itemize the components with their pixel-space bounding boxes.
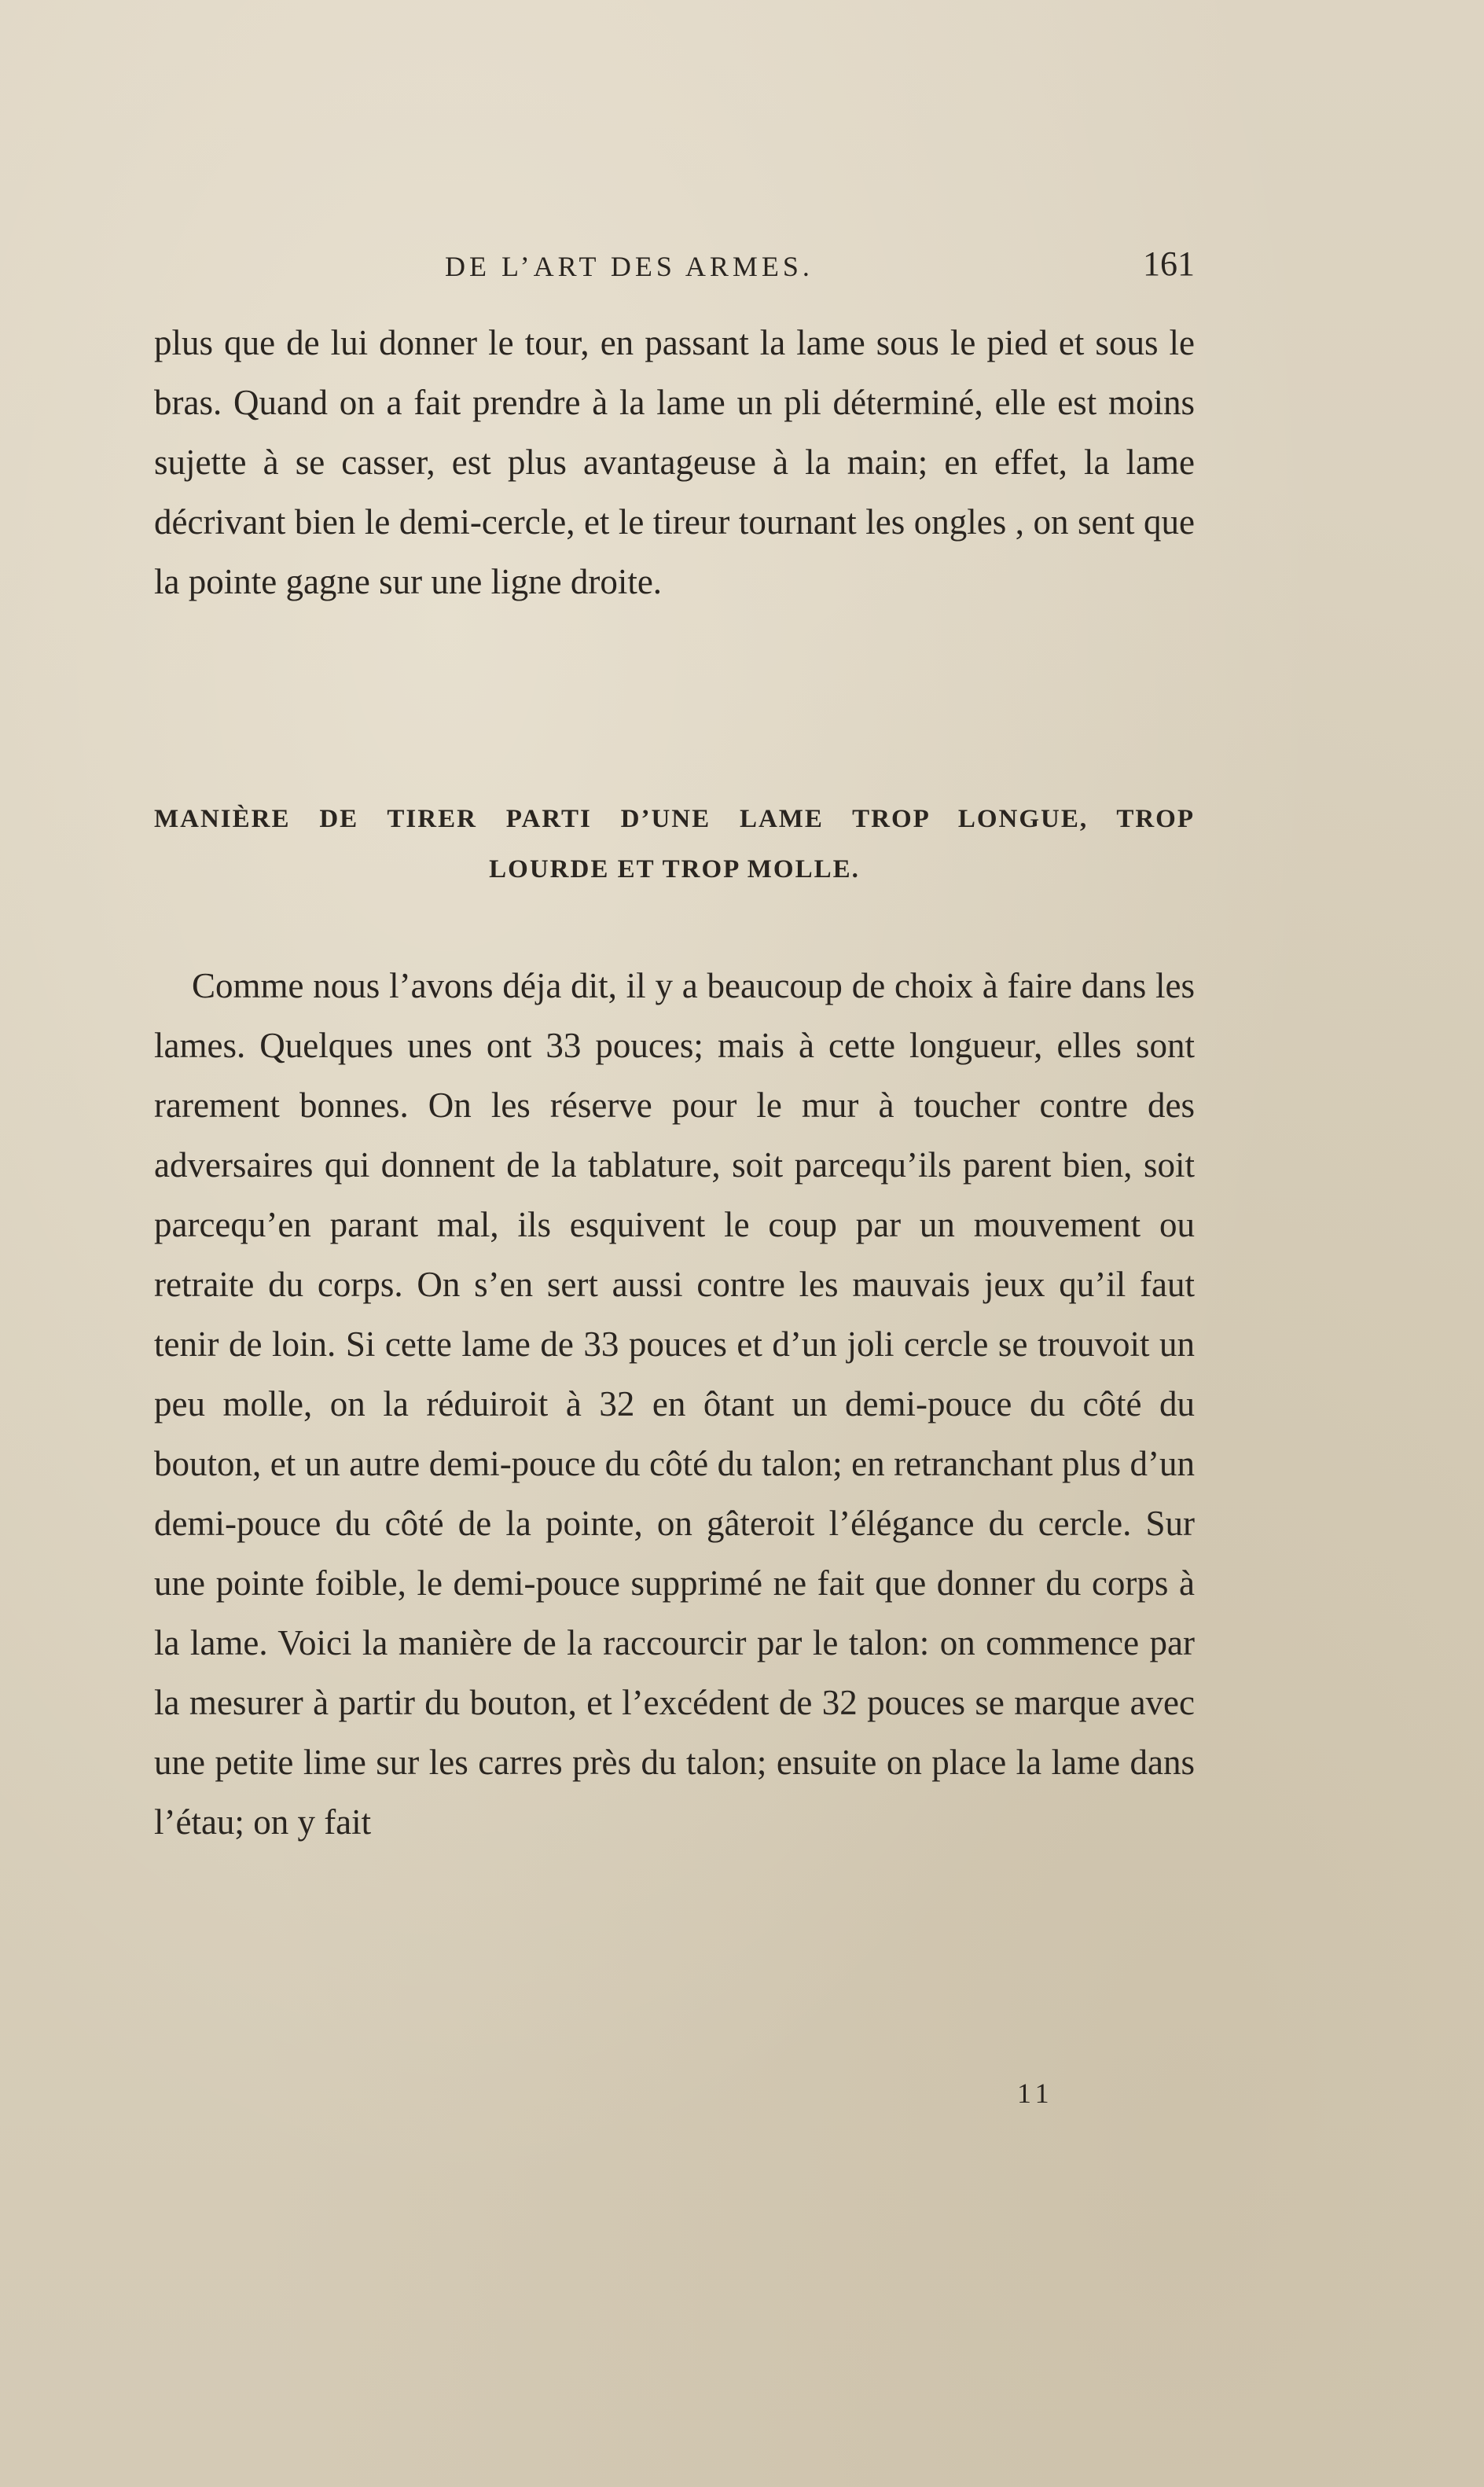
page-number: 161 xyxy=(1143,244,1195,283)
paragraph-main: Comme nous l’avons déja dit, il y a beaucoup de choix à faire dans les lames. Quelques unes ont 33 pouces; mais à cette longueur, elles sont rarement bonnes. On les réserve pour le mur à toucher contre des adversaires qui donnent de la tablature, soit parcequ’ils parent bien, soit parcequ’en parant mal, ils esquivent le coup par un mouvement ou retraite du corps. On s’en sert aussi contre les mauvais jeux qu’il faut tenir de loin. Si cette lame de 33 pouces et d’un joli cercle se trouvoit un peu molle, on la réduiroit à 32 en ôtant un demi-pouce du côté du bouton, et un autre demi-pouce du côté du talon; en retranchant plus d’un demi-pouce du côté de la pointe, on gâteroit l’élégance du cercle. Sur une pointe foible, le demi-pouce supprimé ne fait que donner du corps à la lame. Voici la manière de la raccourcir par le talon: on commence par la mesurer à partir du bouton, et l’excédent de 32 pouces se marque avec une petite lime sur les carres près du talon; ensuite on place la lame dans l’étau; on y fait xyxy=(154,966,1195,1842)
section-heading-line-2: LOURDE ET TROP MOLLE. xyxy=(489,855,860,883)
text-block-top xyxy=(154,313,1195,612)
text-block-main xyxy=(154,956,1195,1852)
section-heading-line-1: MANIÈRE DE TIRER PARTI D’UNE LAME TROP LONGUE, TROP xyxy=(154,805,1195,833)
running-head xyxy=(154,244,1195,297)
running-title: DE L’ART DES ARMES. xyxy=(445,251,814,282)
signature-mark: 11 xyxy=(1017,2077,1054,2109)
paragraph-continuation: plus que de lui donner le tour, en passant la lame sous le pied et sous le bras. Quand on a fait prendre à la lame un pli déterminé, elle est moins sujette à se casser, est plus avantageuse à la main; en effet, la lame décrivant bien le demi-cercle, et le tireur tournant les ongles , on sent que la pointe gagne sur une ligne droite. xyxy=(154,323,1195,601)
section-heading xyxy=(154,794,1195,895)
